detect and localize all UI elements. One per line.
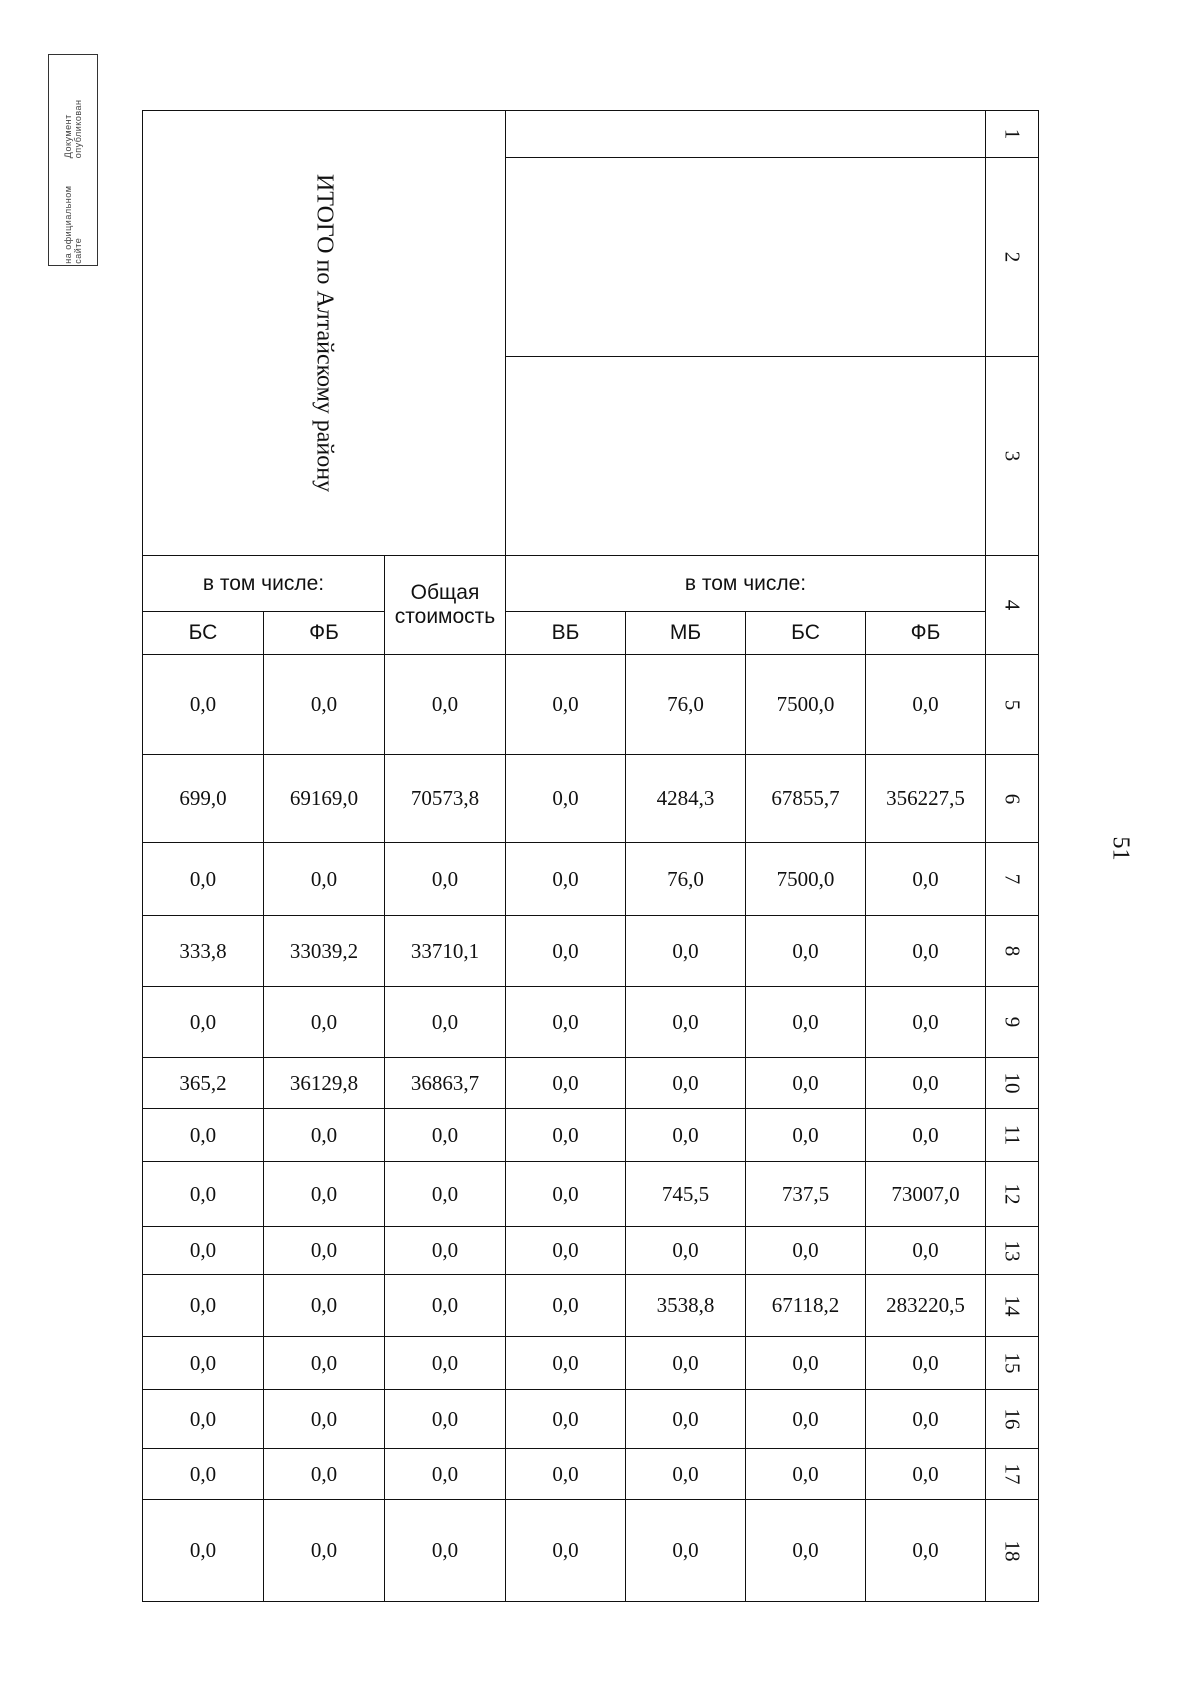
cell-vb: 0,0	[506, 1337, 626, 1390]
cell-total: 0,0	[385, 1109, 506, 1162]
including-label-left: в том числе:	[143, 556, 385, 612]
empty-cell	[506, 111, 986, 158]
publication-stamp	[48, 54, 98, 266]
cell-vb: 0,0	[506, 1162, 626, 1227]
table-row	[143, 1109, 1039, 1162]
cell-bs: 0,0	[746, 987, 866, 1058]
cell-total: 0,0	[385, 1227, 506, 1275]
cell-vb: 0,0	[506, 1058, 626, 1109]
cell-vb: 0,0	[506, 843, 626, 916]
cell-bs: 0,0	[143, 1109, 264, 1162]
cell-fb: 73007,0	[866, 1162, 986, 1227]
cell-mb: 76,0	[626, 843, 746, 916]
col-header-bs: БС	[143, 612, 264, 655]
cell-fb: 0,0	[264, 1390, 385, 1449]
row-number: 8	[986, 916, 1039, 987]
cell-fb: 0,0	[264, 1162, 385, 1227]
cell-bs: 0,0	[746, 1058, 866, 1109]
cell-vb: 0,0	[506, 655, 626, 755]
cell-fb: 0,0	[264, 843, 385, 916]
cell-fb: 36129,8	[264, 1058, 385, 1109]
cell-fb: 0,0	[866, 1390, 986, 1449]
cell-bs: 0,0	[746, 916, 866, 987]
table-row	[143, 843, 1039, 916]
table-row	[143, 916, 1039, 987]
cell-fb: 0,0	[866, 1227, 986, 1275]
row-number: 13	[986, 1227, 1039, 1275]
cell-fb: 0,0	[264, 1227, 385, 1275]
cell-total: 0,0	[385, 655, 506, 755]
cell-fb: 0,0	[866, 1109, 986, 1162]
cell-fb: 0,0	[264, 1337, 385, 1390]
cell-vb: 0,0	[506, 916, 626, 987]
table-row	[143, 1162, 1039, 1227]
cell-fb: 0,0	[866, 655, 986, 755]
table-row	[143, 1337, 1039, 1390]
cell-bs: 0,0	[746, 1390, 866, 1449]
cell-mb: 4284,3	[626, 755, 746, 843]
budget-table	[142, 110, 1039, 1602]
cell-fb: 0,0	[866, 843, 986, 916]
cell-bs: 365,2	[143, 1058, 264, 1109]
row-number: 11	[986, 1109, 1039, 1162]
empty-cell	[506, 357, 986, 556]
region-total-label: ИТОГО по Алтайскому району	[311, 173, 338, 493]
cell-fb: 0,0	[866, 916, 986, 987]
cell-bs: 0,0	[143, 1500, 264, 1602]
cell-mb: 745,5	[626, 1162, 746, 1227]
cell-vb: 0,0	[506, 987, 626, 1058]
stamp-line-1: Документ опубликован	[63, 99, 83, 159]
cell-vb: 0,0	[506, 1227, 626, 1275]
cell-bs: 67118,2	[746, 1275, 866, 1337]
col-header-fb: ФБ	[866, 612, 986, 655]
cell-total: 0,0	[385, 1390, 506, 1449]
cell-total: 0,0	[385, 987, 506, 1058]
cell-vb: 0,0	[506, 1449, 626, 1500]
cell-mb: 0,0	[626, 1109, 746, 1162]
cell-total: 0,0	[385, 1337, 506, 1390]
cell-bs: 699,0	[143, 755, 264, 843]
cell-mb: 0,0	[626, 1500, 746, 1602]
cell-vb: 0,0	[506, 1500, 626, 1602]
cell-fb: 0,0	[264, 1275, 385, 1337]
cell-bs: 0,0	[143, 987, 264, 1058]
cell-fb: 0,0	[264, 1109, 385, 1162]
cell-bs: 0,0	[143, 1390, 264, 1449]
cell-total: 0,0	[385, 1162, 506, 1227]
table-row	[143, 1275, 1039, 1337]
cell-fb: 0,0	[264, 1500, 385, 1602]
cell-total: 36863,7	[385, 1058, 506, 1109]
row-number: 6	[986, 755, 1039, 843]
cell-bs: 333,8	[143, 916, 264, 987]
cell-fb: 0,0	[866, 1449, 986, 1500]
row-number: 10	[986, 1058, 1039, 1109]
cell-fb: 0,0	[866, 1058, 986, 1109]
table-row	[143, 1390, 1039, 1449]
table-row	[143, 655, 1039, 755]
cell-total: 0,0	[385, 1449, 506, 1500]
cell-bs: 0,0	[143, 1337, 264, 1390]
row-number: 17	[986, 1449, 1039, 1500]
row-number: 14	[986, 1275, 1039, 1337]
stamp-line-2: на официальном сайте	[63, 185, 83, 264]
cell-fb: 0,0	[264, 655, 385, 755]
table-row	[143, 1227, 1039, 1275]
row-number: 9	[986, 987, 1039, 1058]
col-header-vb: ВБ	[506, 612, 626, 655]
row-number: 15	[986, 1337, 1039, 1390]
row-number: 4	[986, 556, 1039, 655]
cell-vb: 0,0	[506, 755, 626, 843]
cell-bs: 7500,0	[746, 655, 866, 755]
row-number: 3	[986, 357, 1039, 556]
cell-mb: 0,0	[626, 1227, 746, 1275]
col-header-bs: БС	[746, 612, 866, 655]
cell-bs: 7500,0	[746, 843, 866, 916]
row-number: 12	[986, 1162, 1039, 1227]
cell-vb: 0,0	[506, 1109, 626, 1162]
cell-fb: 0,0	[866, 1337, 986, 1390]
row-number: 18	[986, 1500, 1039, 1602]
cell-bs: 0,0	[143, 1227, 264, 1275]
cell-total: 33710,1	[385, 916, 506, 987]
cell-mb: 3538,8	[626, 1275, 746, 1337]
row-number: 2	[986, 158, 1039, 357]
table-row	[143, 1449, 1039, 1500]
cell-vb: 0,0	[506, 1275, 626, 1337]
cell-total: 0,0	[385, 843, 506, 916]
cell-fb: 33039,2	[264, 916, 385, 987]
cell-mb: 0,0	[626, 1390, 746, 1449]
cell-bs: 0,0	[746, 1449, 866, 1500]
row-number: 5	[986, 655, 1039, 755]
cell-fb: 0,0	[866, 1500, 986, 1602]
table-row	[143, 1058, 1039, 1109]
cell-fb: 0,0	[264, 1449, 385, 1500]
page-number: 51	[1107, 836, 1134, 861]
cell-bs: 0,0	[746, 1500, 866, 1602]
cell-bs: 0,0	[746, 1227, 866, 1275]
cell-mb: 0,0	[626, 916, 746, 987]
cell-bs: 0,0	[143, 1449, 264, 1500]
cell-bs: 0,0	[746, 1337, 866, 1390]
row-number: 1	[986, 111, 1039, 158]
cell-mb: 0,0	[626, 1449, 746, 1500]
cell-mb: 0,0	[626, 1337, 746, 1390]
cell-total: 0,0	[385, 1275, 506, 1337]
table-row	[143, 612, 1039, 655]
cell-fb: 356227,5	[866, 755, 986, 843]
cell-mb: 0,0	[626, 1058, 746, 1109]
cell-mb: 76,0	[626, 655, 746, 755]
row-number: 16	[986, 1390, 1039, 1449]
cell-fb: 283220,5	[866, 1275, 986, 1337]
cell-bs: 0,0	[746, 1109, 866, 1162]
empty-cell	[506, 158, 986, 357]
total-cost-header: Общая стоимость	[385, 556, 506, 655]
region-total-cell	[143, 111, 506, 556]
cell-fb: 69169,0	[264, 755, 385, 843]
row-number: 7	[986, 843, 1039, 916]
cell-bs: 0,0	[143, 1162, 264, 1227]
cell-bs: 67855,7	[746, 755, 866, 843]
cell-fb: 0,0	[866, 987, 986, 1058]
table-row	[143, 755, 1039, 843]
cell-total: 70573,8	[385, 755, 506, 843]
cell-bs: 0,0	[143, 843, 264, 916]
cell-vb: 0,0	[506, 1390, 626, 1449]
table-row	[143, 987, 1039, 1058]
col-header-mb: МБ	[626, 612, 746, 655]
cell-mb: 0,0	[626, 987, 746, 1058]
table-row	[143, 111, 1039, 158]
cell-bs: 0,0	[143, 655, 264, 755]
cell-total: 0,0	[385, 1500, 506, 1602]
table-row	[143, 556, 1039, 612]
col-header-fb: ФБ	[264, 612, 385, 655]
including-label-right: в том числе:	[506, 556, 986, 612]
table-row	[143, 1500, 1039, 1602]
cell-bs: 0,0	[143, 1275, 264, 1337]
cell-bs: 737,5	[746, 1162, 866, 1227]
cell-fb: 0,0	[264, 987, 385, 1058]
